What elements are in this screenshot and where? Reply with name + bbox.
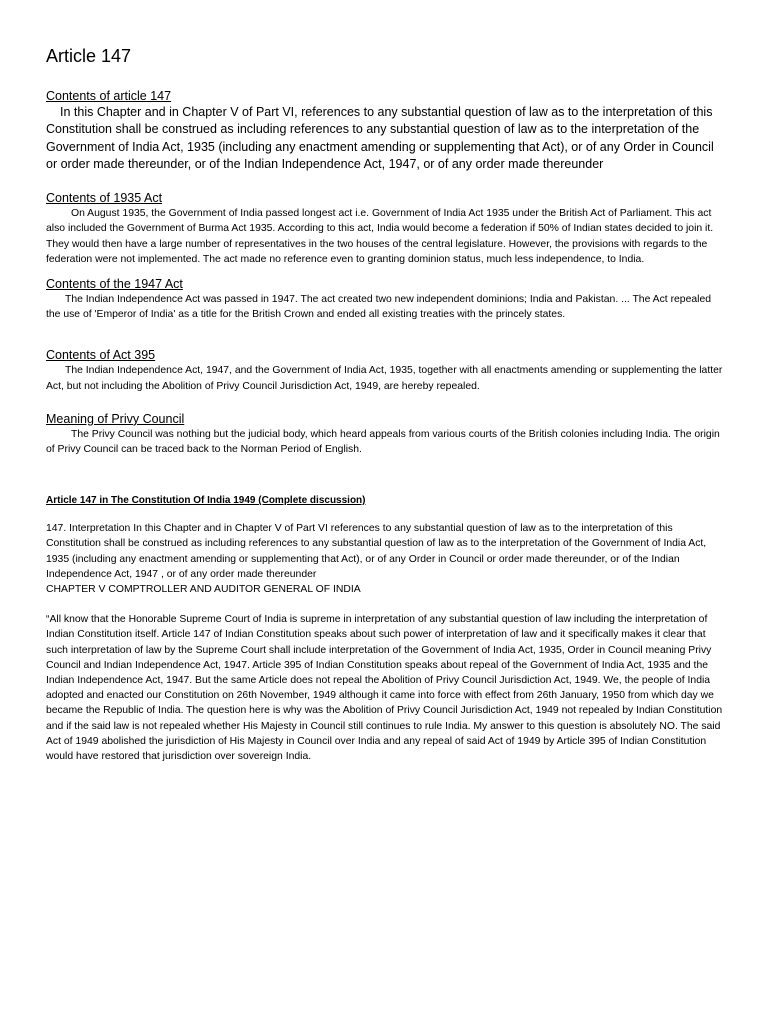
section-heading-act-395: Contents of Act 395 bbox=[46, 348, 156, 363]
section-text-1947-act: The Indian Independence Act was passed in 1947. The act created two new independent dominions; India and Pakistan. ... The Act repealed the use of 'Emperor of India' as a title for the British Crown and ended all existing treaties with the princely states. bbox=[46, 294, 712, 321]
section-text-privy-council: The Privy Council was nothing but the judicial body, which heard appeals from various courts of the British colonies including India. The origin of Privy Council can be traced back to the Norman Period of English. bbox=[46, 428, 720, 456]
discussion-chapter-line: CHAPTER V COMPTROLLER AND AUDITOR GENERAL OF INDIA bbox=[46, 584, 361, 596]
section-text-act-395: The Indian Independence Act, 1947, and the Government of India Act, 1935, together with all enactments amending or supplementing the latter Act, but not including the Abolition of Privy Council Jurisdiction Act, 1949, are hereby repealed. bbox=[46, 365, 723, 392]
section-heading-1947-act: Contents of the 1947 Act bbox=[46, 277, 183, 291]
section-text-1935-act: On August 1935, the Government of India passed longest act i.e. Government of India Act 1935 under the British Act of Parliament. This act also included the Government of Burma Act 1935. According to this act, India would become a federation if 50% of Indian states decided to join it. They would then have a large number of representatives in the two houses of the central legislature. However, the provisions with regards to the federation were not implemented. The act made no reference even to granting dominion status, much less independence, to India. bbox=[46, 208, 714, 265]
page-title: Article 147 bbox=[46, 46, 132, 66]
section-text-article-147: In this Chapter and in Chapter V of Part VI, references to any substantial question of law as to the interpretation of this Constitution shall be construed as including references to any substantial question of law as to the interpretation of the Government of India Act, 1935 (including any enactment amending or supplementing that Act), or of any Order in Council or order made thereunder, or of the Indian Independence Act, 1947, or of any order made thereunder bbox=[46, 105, 714, 171]
discussion-paragraph-1: 147. Interpretation In this Chapter and in Chapter V of Part VI references to any substantial question of law as to the interpretation of this Constitution shall be construed as including references to any substantial question of law as to the interpretation of the Government of India Act, 1935 (including any enactment amending or supplementing that Act), or of any Order in Council or order made thereunder, or of the Indian Independence Act, 1947 , or of any order made thereunder bbox=[46, 523, 707, 580]
discussion-paragraph-2: “All know that the Honorable Supreme Court of India is supreme in interpretation of any substantial question of law including the interpretation of Indian Constitution itself. Article 147 of Indian Constitution speaks about such power of interpretation of law and it specifically makes it clear that such interpretation of law by the Supreme Court shall include interpretation of the Government of India Act, 1935, Order in Council meaning Privy Council and Indian Independence Act, 1947. Article 395 of Indian Constitution speaks about repeal of the Government of India Act, 1935 and the Indian Independence Act, 1947. But the same Article does not repeal the Abolition of Privy Council Jurisdiction Act, 1949. We, the people of India adopted and enacted our Constitution on 26th November, 1949 although it came into force with effect from 26th January, 1950 from which day we became the Republic of India. The question here is why was the Abolition of Privy Council Jurisdiction Act, 1949 not repealed by Indian Constitution and if the said law is not repealed whether His Majesty in Council still continues to rule India. My answer to this question is absolutely NO. The said Act of 1949 abolished the jurisdiction of His Majesty in Council over India and any repeal of said Act of 1949 by Article 395 of Indian Constitution would have restored that jurisdiction over sovereign India. bbox=[46, 614, 723, 763]
section-heading-privy-council: Meaning of Privy Council bbox=[46, 411, 185, 426]
section-heading-article-147: Contents of article 147 bbox=[46, 89, 172, 103]
section-heading-1935-act: Contents of 1935 Act bbox=[46, 191, 163, 206]
section-heading-complete-discussion: Article 147 in The Constitution Of India 1949 (Complete discussion) bbox=[46, 495, 366, 507]
